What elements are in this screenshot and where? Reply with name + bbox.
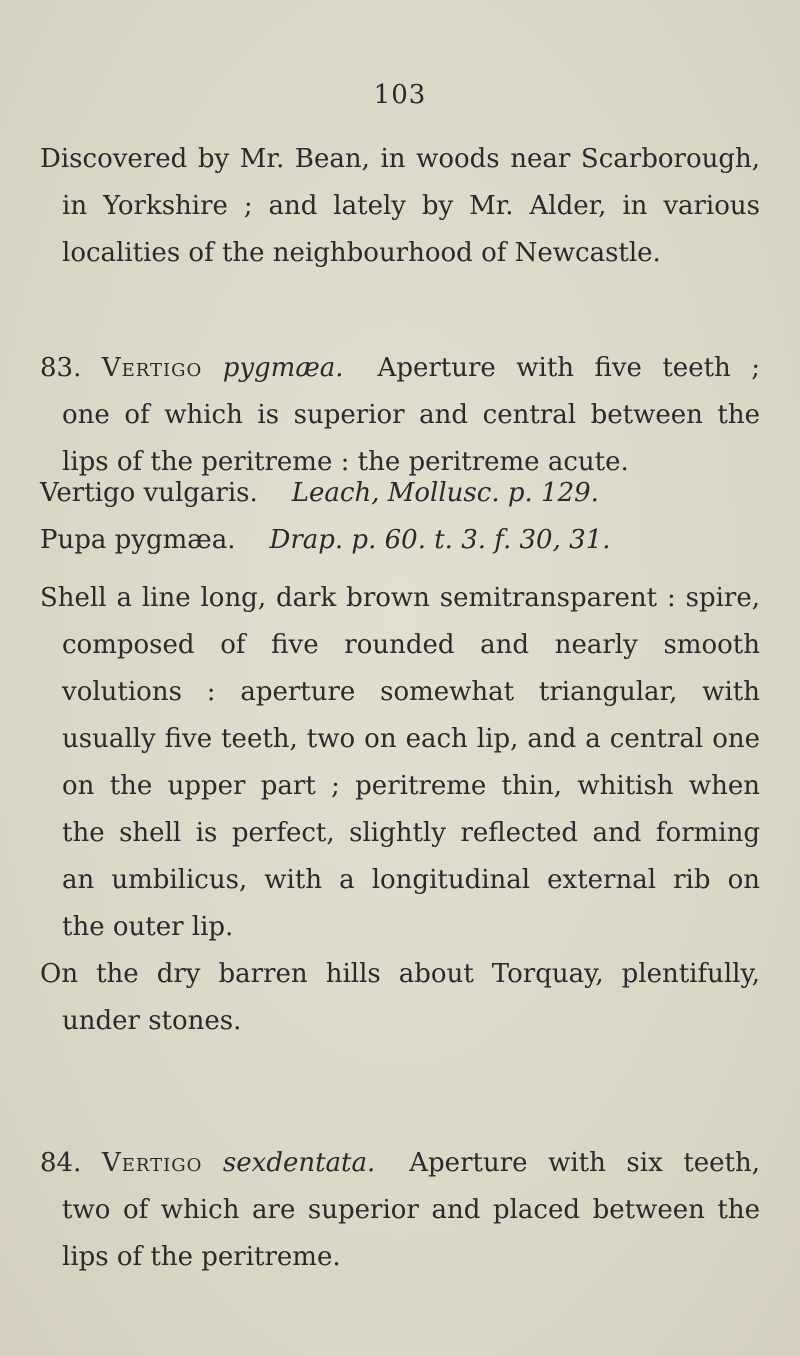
species-number: 83. bbox=[40, 353, 82, 383]
page-number: 103 bbox=[373, 80, 427, 110]
text-line: On the dry barren hills about Torquay, plentifully, bbox=[40, 959, 760, 989]
synonym-line bbox=[40, 517, 760, 564]
text-line: two of which are superior and placed between the bbox=[62, 1195, 760, 1225]
text-line: localities of the neighbourhood of Newcastle. bbox=[62, 238, 661, 268]
text-line: the outer lip. bbox=[62, 912, 234, 942]
species-number: 84. bbox=[40, 1148, 82, 1178]
text-line: the shell is perfect, slightly reflected and forming bbox=[62, 818, 760, 848]
species-genus: Vertigo bbox=[101, 353, 203, 383]
synonym-line bbox=[40, 470, 760, 517]
text-line: on the upper part ; peritreme thin, whitish when bbox=[62, 771, 760, 801]
species-genus: Vertigo bbox=[101, 1148, 203, 1178]
species-heading bbox=[40, 1140, 760, 1187]
species-name: pygmæa. bbox=[222, 353, 344, 383]
text-line: an umbilicus, with a longitudinal external rib on bbox=[62, 865, 760, 895]
synonym-list bbox=[40, 470, 760, 564]
synonym-reference: Drap. p. 60. t. 3. f. 30, 31. bbox=[269, 525, 611, 555]
text-line: one of which is superior and central between the bbox=[62, 400, 760, 430]
species-description: Aperture with five teeth ; bbox=[377, 353, 760, 383]
text-line: lips of the peritreme : the peritreme acute. bbox=[62, 447, 629, 477]
synonym-name: Vertigo vulgaris. bbox=[40, 478, 258, 508]
text-line: volutions : aperture somewhat triangular, with bbox=[62, 677, 760, 707]
discovery-paragraph bbox=[40, 136, 760, 277]
species-description: Aperture with six teeth, bbox=[409, 1148, 760, 1178]
text-line: usually five teeth, two on each lip, and a central one bbox=[62, 724, 760, 754]
text-line: lips of the peritreme. bbox=[62, 1242, 341, 1272]
species-heading bbox=[40, 345, 760, 392]
text-line: in Yorkshire ; and lately by Mr. Alder, in various bbox=[62, 191, 760, 221]
synonym-reference: Leach, Mollusc. p. 129. bbox=[291, 478, 599, 508]
text-line: composed of five rounded and nearly smooth bbox=[62, 630, 760, 660]
species-name: sexdentata. bbox=[222, 1148, 376, 1178]
species-84-entry bbox=[40, 1140, 760, 1281]
text-line: Discovered by Mr. Bean, in woods near Scarborough, bbox=[40, 144, 760, 174]
shell-description bbox=[40, 575, 760, 951]
text-line: under stones. bbox=[62, 1006, 242, 1036]
text-line: Shell a line long, dark brown semitransparent : spire, bbox=[40, 583, 760, 613]
synonym-name: Pupa pygmæa. bbox=[40, 525, 236, 555]
species-83-entry bbox=[40, 345, 760, 486]
habitat-paragraph bbox=[40, 951, 760, 1045]
